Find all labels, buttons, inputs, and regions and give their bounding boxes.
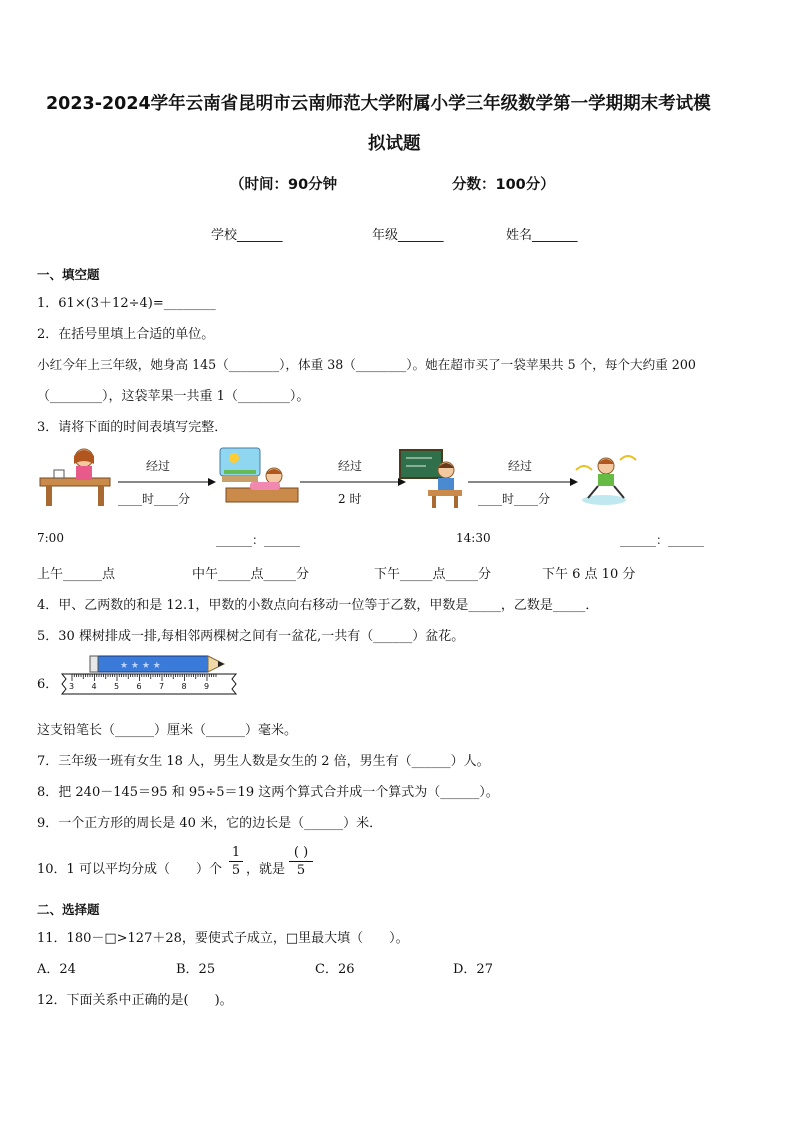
question-3-stem: 3．请将下面的时间表填写完整．	[37, 420, 228, 435]
page-title: 2023-2024学年云南省昆明市云南师范大学附属小学三年级数学第一学期期末考试模	[46, 94, 711, 114]
time-7-00: 7:00	[37, 531, 64, 545]
question-1: 1．61×(3＋12÷4)=________	[37, 296, 216, 311]
question-11-option-d: D．27	[453, 962, 493, 977]
ruler-tick-label: 7	[159, 682, 165, 691]
time-blank-2: ______：______	[216, 533, 301, 547]
girl-breakfast-icon	[40, 449, 110, 506]
pencil-icon	[90, 656, 224, 672]
pass-label-1: 经过	[146, 459, 171, 473]
question-12-stem: 12．下面关系中正确的是( )。	[37, 993, 233, 1008]
question-8: 8．把 240－145＝95 和 95÷5＝19 这两个算式合并成一个算式为（______）。	[37, 785, 499, 800]
question-2-line2: （________），这袋苹果一共重 1（________）。	[37, 389, 310, 404]
question-2-line1: 小红今年上三年级，她身高 145（________），体重 38（________）。她在超市买了一袋苹果共 5 个，每个大约重 200	[37, 357, 696, 372]
school-field: 学校_______	[211, 228, 283, 243]
question-6-number: 6．	[37, 677, 59, 692]
pencil-ruler-illustration	[60, 654, 240, 700]
student-at-blackboard-icon	[400, 450, 462, 508]
duration-label-2: 2 时	[338, 492, 362, 506]
question-11-stem: 11．180－□>127＋28，要使式子成立，□里最大填（ ）。	[37, 931, 409, 946]
kid-playing-icon	[576, 456, 636, 505]
question-11-option-b: B．25	[176, 962, 216, 977]
time-blank-4: ______：______	[620, 533, 705, 547]
score-label: 分数：100分）	[452, 177, 555, 193]
duration-blank-1: ____时____分	[118, 492, 191, 506]
section-heading-fill: 一、填空题	[37, 267, 100, 282]
fraction-numerator-blank: ( )	[293, 845, 309, 860]
question-11-option-c: C．26	[315, 962, 355, 977]
question-7: 7．三年级一班有女生 18 人，男生人数是女生的 2 倍，男生有（______）人。	[37, 754, 490, 769]
question-5: 5．30 棵树排成一排,每相邻两棵树之间有一盆花,一共有（______）盆花。	[37, 629, 465, 644]
period-morning: 上午______点	[37, 567, 116, 582]
fraction-one-fifth	[229, 845, 243, 878]
question-6-text: 这支铅笔长（______）厘米（______）毫米。	[37, 723, 298, 738]
pass-label-3: 经过	[508, 459, 533, 473]
period-afternoon: 下午_____点_____分	[374, 567, 492, 582]
girl-watching-tv-icon	[220, 448, 298, 502]
name-field: 姓名_______	[506, 228, 578, 243]
fraction-denominator-2: 5	[296, 863, 306, 878]
duration-blank-3: ____时____分	[478, 492, 551, 506]
question-2-stem: 2．在括号里填上合适的单位。	[37, 327, 215, 342]
ruler-icon	[62, 674, 236, 694]
ruler-tick-label: 6	[136, 682, 142, 691]
question-10-prefix: 10．1 可以平均分成（ ）个	[37, 862, 222, 877]
ruler-tick-label: 9	[204, 682, 210, 691]
ruler-tick-label: 8	[181, 682, 187, 691]
question-4: 4．甲、乙两数的和是 12.1，甲数的小数点向右移动一位等于乙数，甲数是_____，乙数是_____．	[37, 598, 599, 613]
time-14-30: 14:30	[456, 531, 491, 545]
question-10-mid: ，就是	[246, 862, 286, 877]
time-label: （时间：90分钟	[230, 177, 338, 193]
fraction-denominator: 5	[231, 863, 241, 878]
question-11-option-a: A．24	[37, 962, 76, 977]
ruler-tick-label: 5	[114, 682, 120, 691]
ruler-tick-label: 3	[69, 682, 75, 691]
page-title-line2: 拟试题	[368, 134, 421, 154]
question-9: 9．一个正方形的周长是 40 米，它的边长是（______）米．	[37, 816, 383, 831]
period-noon: 中午_____点_____分	[192, 567, 310, 582]
section-heading-choice: 二、选择题	[37, 902, 100, 917]
pass-label-2: 经过	[338, 459, 363, 473]
fraction-blank-fifth	[289, 845, 313, 878]
period-evening: 下午 6 点 10 分	[542, 567, 636, 582]
fraction-numerator: 1	[231, 845, 241, 860]
grade-field: 年级_______	[372, 228, 444, 243]
ruler-tick-label: 4	[91, 682, 97, 691]
svg-text:★ ★ ★ ★: ★ ★ ★ ★	[120, 661, 161, 671]
